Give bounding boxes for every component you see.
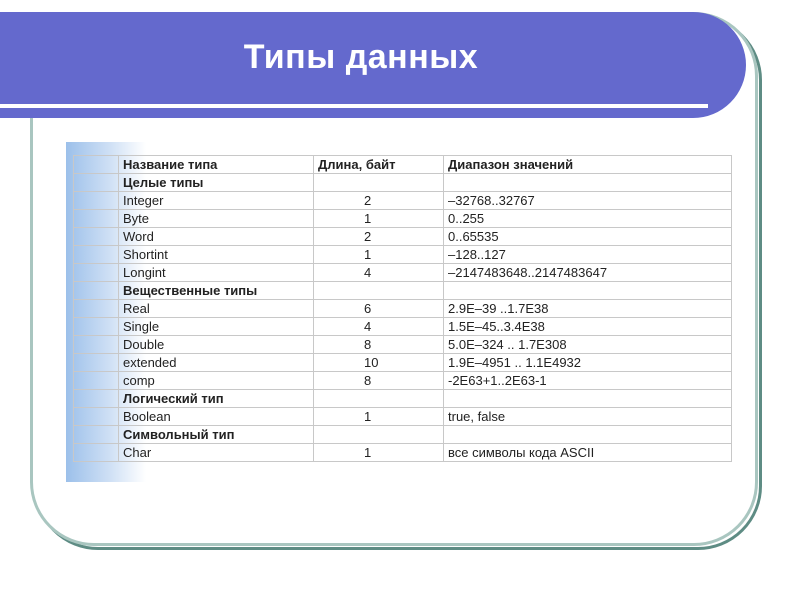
type-range-cell: true, false [444, 408, 732, 426]
row-spacer-cell [74, 282, 119, 300]
type-name-cell: Longint [119, 264, 314, 282]
type-length-cell: 4 [314, 264, 444, 282]
group-name-cell: Вещественные типы [119, 282, 314, 300]
row-spacer-cell [74, 354, 119, 372]
type-length-cell: 6 [314, 300, 444, 318]
table-header-row [74, 156, 732, 174]
type-name-cell: comp [119, 372, 314, 390]
type-range-cell: 0..255 [444, 210, 732, 228]
type-range-cell: –32768..32767 [444, 192, 732, 210]
group-name-cell: Логический тип [119, 390, 314, 408]
row-spacer-cell [74, 210, 119, 228]
type-length-cell [314, 426, 444, 444]
table-row [74, 318, 732, 336]
row-spacer-cell [74, 390, 119, 408]
type-length-cell [314, 282, 444, 300]
type-length-cell: 2 [314, 192, 444, 210]
row-spacer-cell [74, 174, 119, 192]
row-spacer-cell [74, 336, 119, 354]
group-name-cell: Целые типы [119, 174, 314, 192]
type-name-cell: extended [119, 354, 314, 372]
table-row [74, 300, 732, 318]
type-length-cell: 8 [314, 372, 444, 390]
table-header-spacer [74, 156, 119, 174]
table-row [74, 210, 732, 228]
table-row [74, 336, 732, 354]
type-range-cell: –128..127 [444, 246, 732, 264]
title-underline [0, 104, 708, 108]
type-length-cell: 1 [314, 444, 444, 462]
type-range-cell [444, 282, 732, 300]
row-spacer-cell [74, 372, 119, 390]
table-row [74, 444, 732, 462]
table-group-row [74, 390, 732, 408]
type-name-cell: Single [119, 318, 314, 336]
table-body [74, 174, 732, 462]
type-range-cell: 2.9E–39 ..1.7E38 [444, 300, 732, 318]
type-name-cell: Real [119, 300, 314, 318]
type-length-cell: 2 [314, 228, 444, 246]
row-spacer-cell [74, 426, 119, 444]
type-range-cell [444, 426, 732, 444]
row-spacer-cell [74, 228, 119, 246]
row-spacer-cell [74, 408, 119, 426]
table-row [74, 408, 732, 426]
table-group-row [74, 282, 732, 300]
type-name-cell: Word [119, 228, 314, 246]
type-range-cell: -2E63+1..2E63-1 [444, 372, 732, 390]
column-header-type-name: Название типа [119, 156, 314, 174]
row-spacer-cell [74, 192, 119, 210]
table-row [74, 228, 732, 246]
table-row [74, 264, 732, 282]
table-group-row [74, 174, 732, 192]
type-range-cell: 1.5E–45..3.4E38 [444, 318, 732, 336]
type-range-cell: 0..65535 [444, 228, 732, 246]
data-types-table [73, 155, 732, 462]
type-range-cell: 5.0E–324 .. 1.7E308 [444, 336, 732, 354]
type-length-cell [314, 390, 444, 408]
table-group-row [74, 426, 732, 444]
type-name-cell: Boolean [119, 408, 314, 426]
type-range-cell: –2147483648..2147483647 [444, 264, 732, 282]
type-length-cell: 8 [314, 336, 444, 354]
table-row [74, 354, 732, 372]
type-length-cell: 10 [314, 354, 444, 372]
group-name-cell: Символьный тип [119, 426, 314, 444]
table-row [74, 372, 732, 390]
type-range-cell [444, 390, 732, 408]
row-spacer-cell [74, 264, 119, 282]
type-length-cell: 4 [314, 318, 444, 336]
type-range-cell [444, 174, 732, 192]
table-row [74, 246, 732, 264]
type-range-cell: 1.9E–4951 .. 1.1E4932 [444, 354, 732, 372]
type-length-cell: 1 [314, 210, 444, 228]
type-name-cell: Byte [119, 210, 314, 228]
type-range-cell: все символы кода ASCII [444, 444, 732, 462]
type-name-cell: Integer [119, 192, 314, 210]
slide-title: Типы данных [243, 38, 479, 76]
type-name-cell: Double [119, 336, 314, 354]
column-header-length: Длина, байт [314, 156, 444, 174]
type-length-cell [314, 174, 444, 192]
type-name-cell: Char [119, 444, 314, 462]
row-spacer-cell [74, 246, 119, 264]
row-spacer-cell [74, 300, 119, 318]
type-length-cell: 1 [314, 408, 444, 426]
type-name-cell: Shortint [119, 246, 314, 264]
row-spacer-cell [74, 318, 119, 336]
row-spacer-cell [74, 444, 119, 462]
table-row [74, 192, 732, 210]
type-length-cell: 1 [314, 246, 444, 264]
column-header-range: Диапазон значений [444, 156, 732, 174]
